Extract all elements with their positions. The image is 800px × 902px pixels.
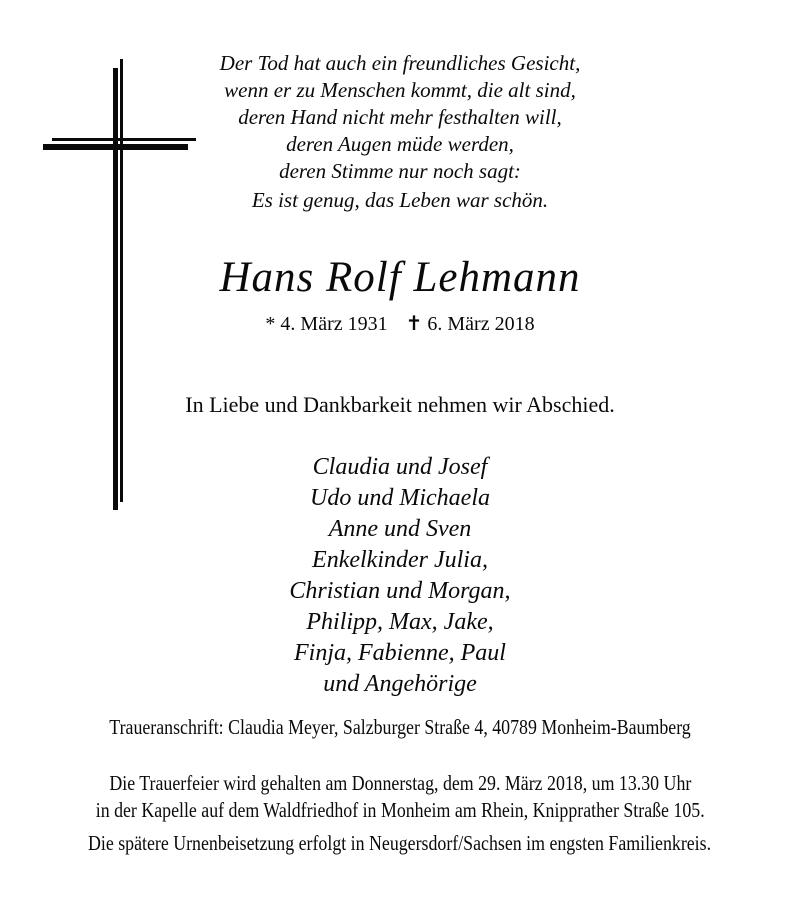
poem-line: Der Tod hat auch ein freundliches Gesicht, — [219, 51, 581, 75]
poem-line: wenn er zu Menschen kommt, die alt sind, — [224, 78, 576, 102]
memorial-poem — [0, 50, 800, 185]
mourner-line: und Angehörige — [323, 671, 477, 697]
farewell-line: In Liebe und Dankbarkeit nehmen wir Abschied. — [185, 392, 615, 417]
mourner-line: Christian und Morgan, — [289, 578, 511, 604]
burial-info — [0, 830, 800, 857]
mourning-address — [0, 714, 800, 741]
mourner-line: Finja, Fabienne, Paul — [294, 640, 506, 666]
mourner-line: Anne und Sven — [328, 516, 472, 542]
poem-line: deren Stimme nur noch sagt: — [279, 159, 521, 183]
mourner-line: Philipp, Max, Jake, — [306, 609, 494, 635]
birth-date-group — [265, 313, 387, 335]
birth-date: 4. März 1931 — [280, 313, 388, 335]
mourner-line: Enkelkinder Julia, — [312, 547, 488, 573]
mourner-line: Claudia und Josef — [312, 454, 488, 480]
mourner-line: Udo und Michaela — [310, 485, 490, 511]
poem-line: deren Augen müde werden, — [286, 132, 514, 156]
service-line — [0, 797, 800, 824]
burial-info-text: Die spätere Urnenbeisetzung erfolgt in Neugersdorf/Sachsen im engsten Familienkreis. — [88, 831, 712, 855]
death-cross-symbol: ✝ — [405, 313, 423, 335]
deceased-name: Hans Rolf Lehmann — [219, 254, 581, 301]
birth-star-symbol: * — [265, 313, 276, 335]
service-line-text: in der Kapelle auf dem Waldfriedhof in Monheim am Rhein, Knipprather Straße 105. — [95, 798, 705, 822]
service-line-text: Die Trauerfeier wird gehalten am Donnerstag, dem 29. März 2018, um 13.30 Uhr — [109, 771, 691, 795]
mourning-address-text: Traueranschrift: Claudia Meyer, Salzburger Straße 4, 40789 Monheim-Baumberg — [109, 715, 691, 739]
death-date-group — [406, 313, 535, 335]
funeral-service-info — [0, 770, 800, 824]
poem-closing-line: Es ist genug, das Leben war schön. — [251, 188, 549, 212]
mourners-list — [0, 452, 800, 700]
service-line — [0, 770, 800, 797]
death-date: 6. März 2018 — [427, 313, 535, 335]
poem-line: deren Hand nicht mehr festhalten will, — [238, 105, 562, 129]
life-dates — [0, 311, 800, 337]
